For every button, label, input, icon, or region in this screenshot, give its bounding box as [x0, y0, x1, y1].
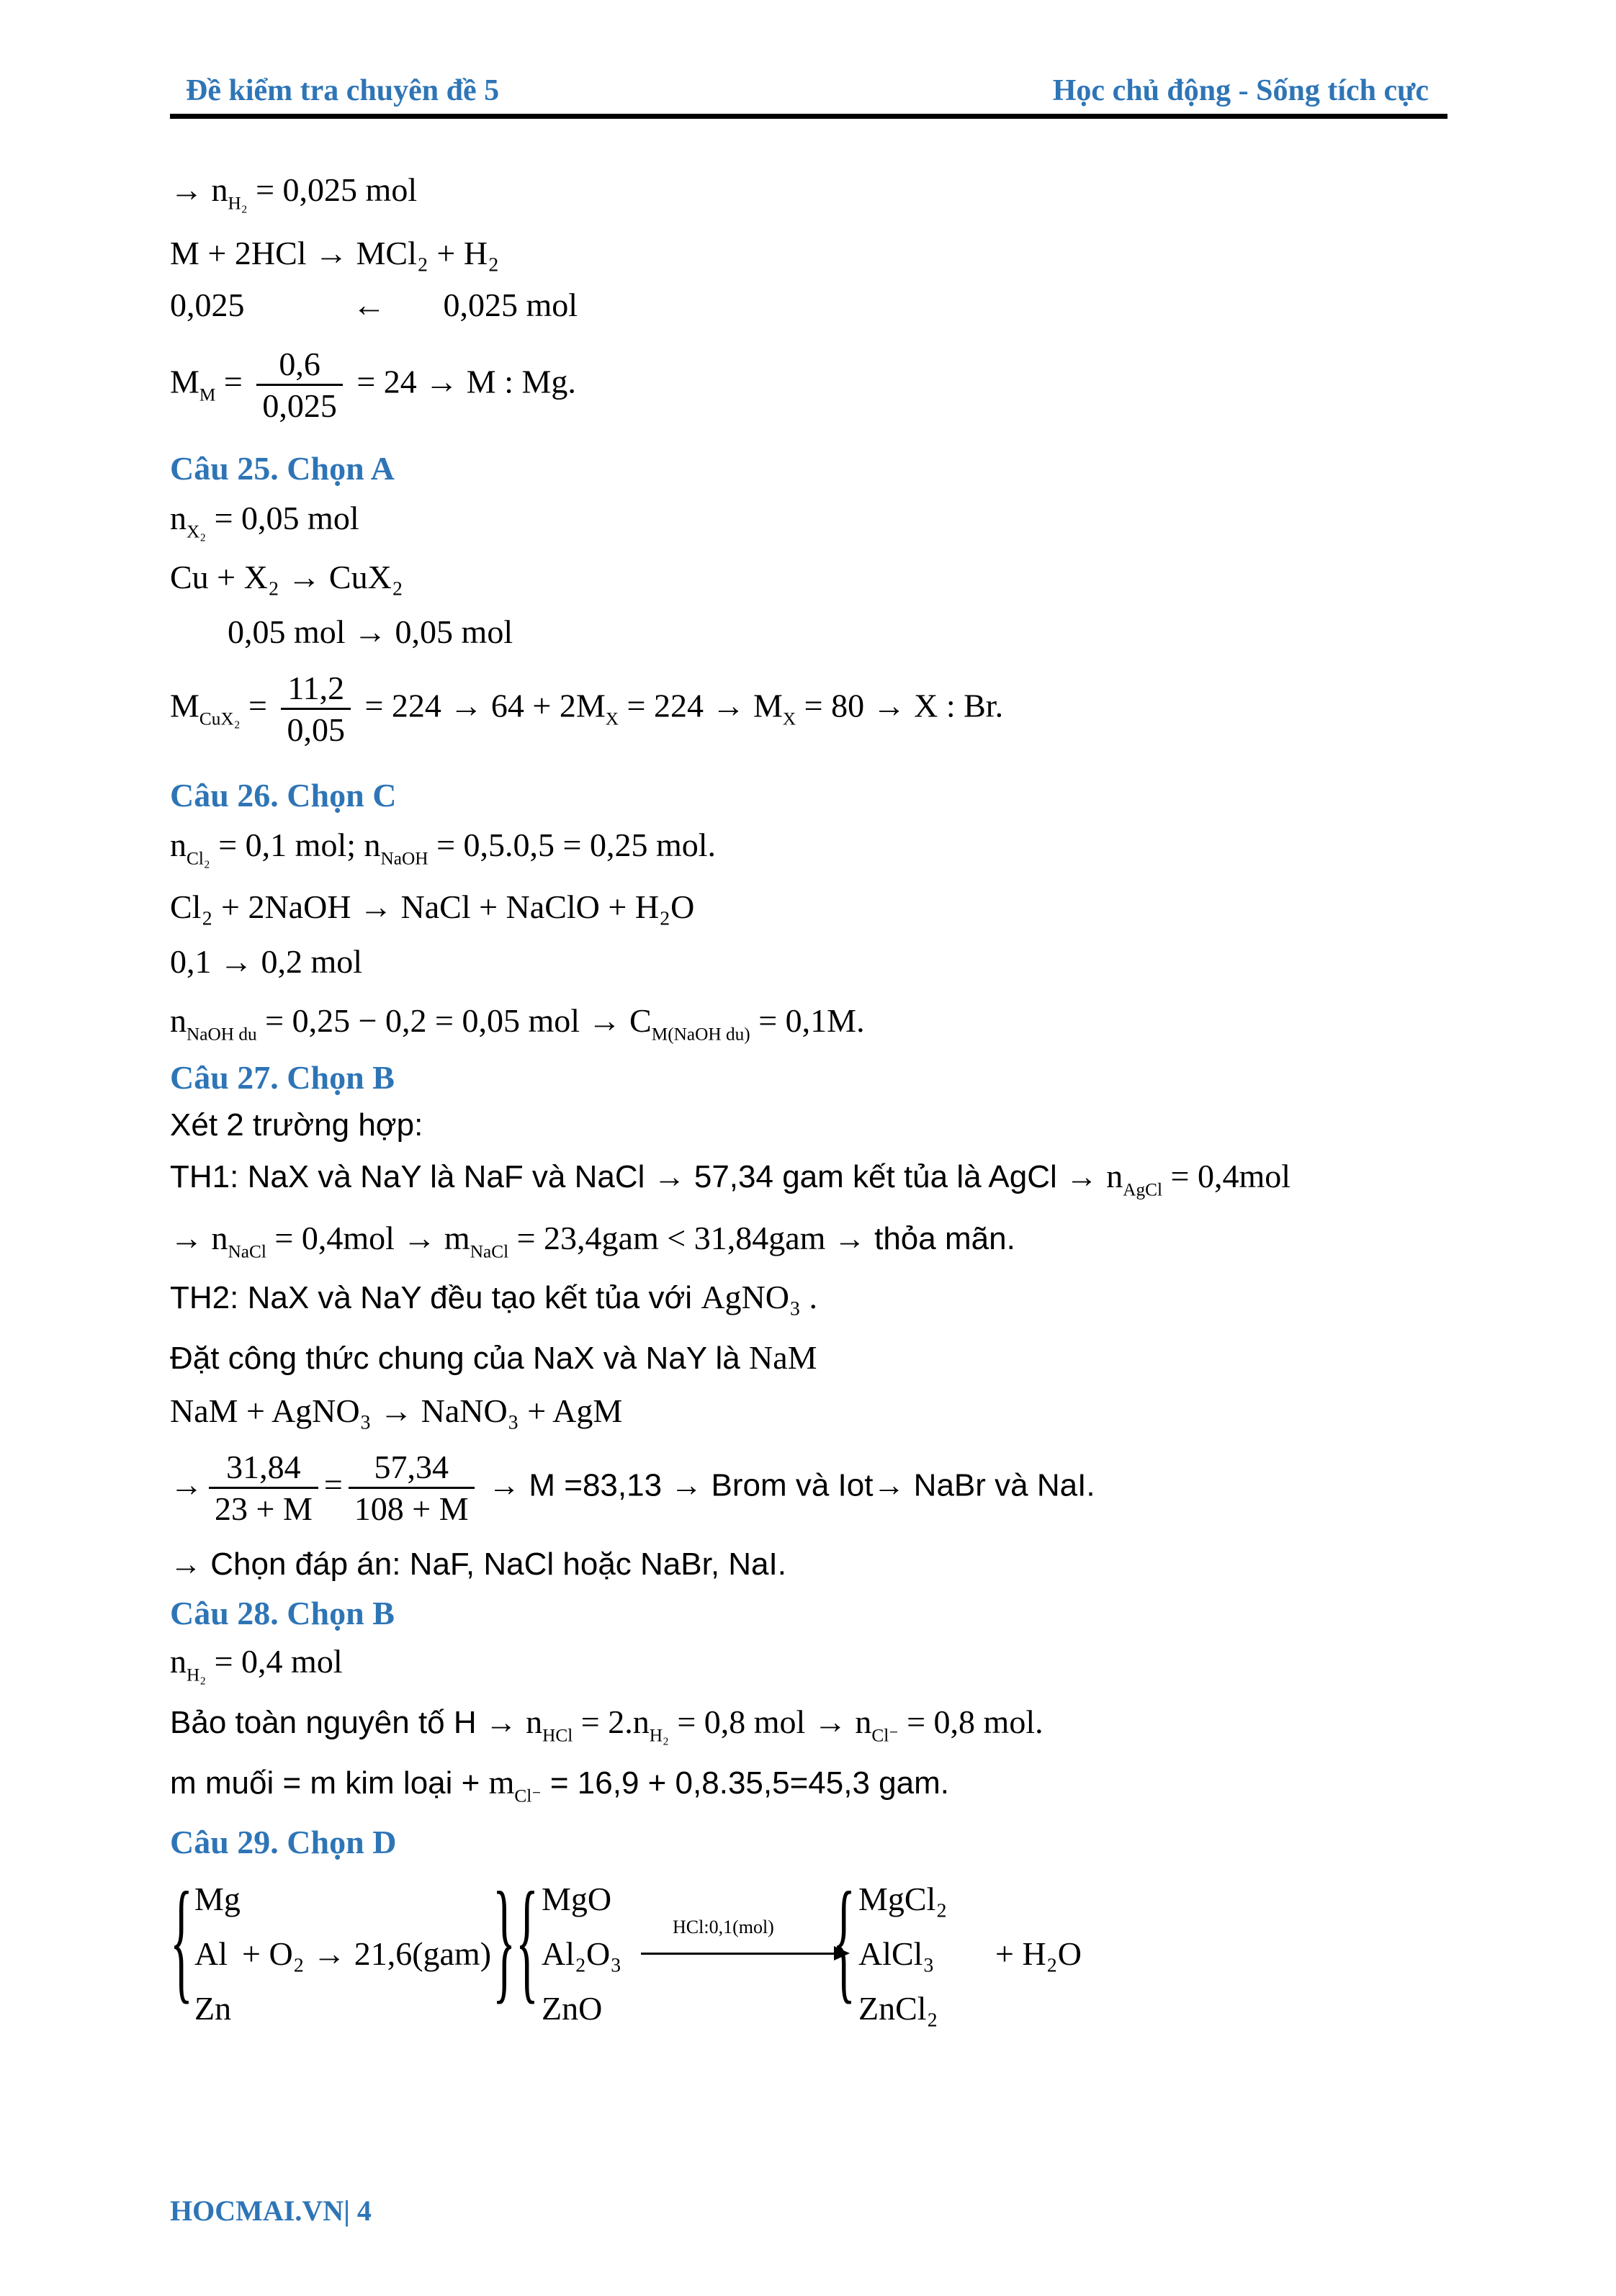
equation-m-hcl: M + 2HCl → MCl₂ + H₂: [170, 235, 500, 271]
footer-page-number: HOCMAI.VN| 4: [170, 2194, 372, 2227]
brace-right-1: {: [493, 1865, 516, 2016]
question-25-heading: Câu 25. Chọn A: [170, 450, 395, 487]
question-29-heading: Câu 29. Chọn D: [170, 1824, 397, 1860]
q27-general-formula: Đặt công thức chung của NaX và NaY là NaM: [170, 1339, 817, 1376]
header-rule: [170, 114, 1447, 119]
q26-equation: Cl₂ + 2NaOH → NaCl + NaClO + H₂O: [170, 888, 695, 925]
q25-mole-ratio: 0,05 mol → 0,05 mol: [228, 613, 513, 650]
header-title: Đề kiểm tra chuyên đề 5: [186, 74, 500, 107]
calc-line-nh2: → $n_{H_2} = 0,025$ mol: [170, 171, 418, 214]
oxides-column: MgO Al₂O₃ ZnO: [542, 1881, 622, 2027]
q27-answer: → Chọn đáp án: NaF, NaCl hoặc NaBr, NaI.: [170, 1547, 786, 1582]
question-28-heading: Câu 28. Chọn B: [170, 1595, 395, 1631]
header-slogan: Học chủ động - Sống tích cực: [1052, 74, 1429, 107]
q27-ratio-equation: → $\frac{31,84}{23 + M}$ = $\frac{57,34}{108 + M}$ → M =83,13 → Brom và Iot→ NaBr và NaI.: [170, 1449, 1095, 1528]
brace-left-2: {: [516, 1865, 539, 2016]
q27-equation: NaM + AgNO₃ → NaNO₃ + AgM: [170, 1392, 623, 1429]
hcl-condition-label: HCl:0,1(mol): [673, 1917, 774, 1937]
q28-line-1: $n_{H_2} = 0,4$ mol: [170, 1643, 343, 1685]
q27-intro: Xét 2 trường hợp:: [170, 1107, 423, 1143]
question-27-heading: Câu 27. Chọn B: [170, 1059, 395, 1096]
q28-conservation: Bảo toàn nguyên tố $H \to n_{HCl} = 2.n_{H_2} = 0,8$ mol → $n_{Cl^-} = 0,8$ mol.: [170, 1703, 1043, 1746]
chlorides-column: MgCl₂ AlCl₃ ZnCl₂: [858, 1881, 948, 2027]
q26-concentration: $n_{NaOH du} = 0,25 - 0,2 = 0,05$ mol → $C_{M(NaOH du)} = 0,1M$.: [170, 1002, 865, 1045]
q27-case-1-check: → $n_{NaCl} = 0,4mol \to m_{NaCl} = 23,4gam < 31,84gam$ → thỏa mãn.: [170, 1220, 1015, 1262]
q27-case-2: TH2: NaX và NaY đều tạo kết tủa với AgNO₃ .: [170, 1279, 818, 1315]
q28-salt-mass: m muối = m kim loại + $m_{Cl^-} = 16,9 + 0,8.35,5=45,3$ gam.: [170, 1764, 949, 1806]
q27-case-1: TH1: NaX và NaY là NaF và NaCl → 57,34 gam kết tủa là AgCl → $n_{AgCl} = 0,4mol$: [170, 1158, 1291, 1200]
q25-equation: Cu + X₂ → CuX₂: [170, 559, 403, 595]
question-26-heading: Câu 26. Chọn C: [170, 777, 397, 814]
q25-line-1: $n_{X_2} = 0,05$ mol: [170, 500, 359, 542]
brace-left-1: {: [170, 1865, 193, 2016]
mole-ratio-line: 0,025 ← 0,025 mol: [170, 287, 578, 323]
q26-line-1: $n_{Cl_2} = 0,1$ mol; $n_{NaOH} = 0,5.0,5 = 0,25$ mol.: [170, 827, 717, 869]
reaction-arrow: [641, 1953, 837, 1955]
q26-mole-ratio: 0,1 → 0,2 mol: [170, 943, 363, 980]
brace-left-3: {: [832, 1865, 856, 2016]
molar-mass-m-line: $M_M$ = $\frac{0,6}{0,025}$ = 24 → M : Mg.: [170, 346, 576, 425]
q25-molar-mass: $M_{CuX_2}$ = $\frac{11,2}{0,05}$ = $224 \to 64 + 2M_X = 224 \to M_X = 80 \to X$ : Br.: [170, 670, 1004, 749]
oxygen-step: + O₂ → 21,6(gam): [242, 1935, 492, 1972]
metals-column: Mg Al Zn: [194, 1881, 241, 2027]
q29-reaction-scheme: [170, 1865, 1106, 2045]
water-product: + H₂O: [995, 1935, 1082, 1972]
